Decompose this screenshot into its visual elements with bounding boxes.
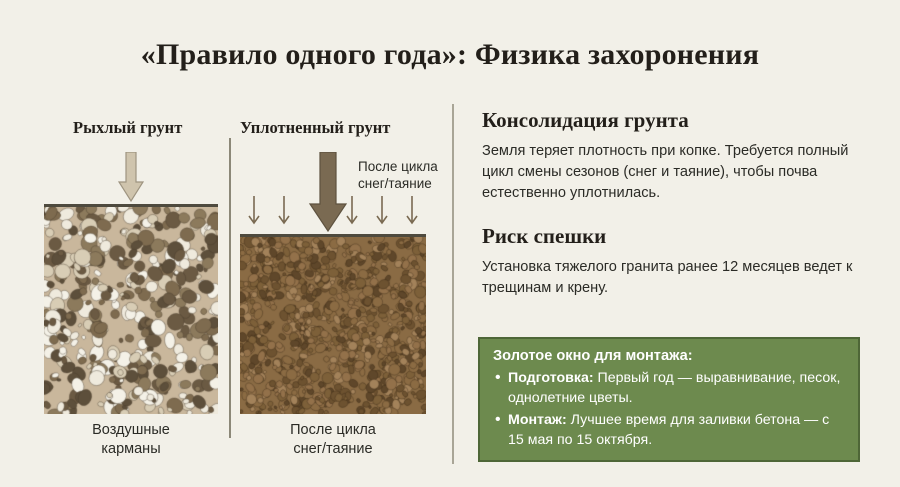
- packed-soil-caption: [240, 421, 426, 459]
- vertical-divider: [452, 104, 454, 464]
- explanation-panel: [482, 108, 864, 319]
- section-heading-risk: Риск спешки: [482, 224, 607, 248]
- pressure-arrows-icon: [240, 192, 426, 234]
- page-title: «Правило одного года»: Физика захоронения: [140, 38, 760, 71]
- list-item-label: Подготовка:: [508, 370, 594, 386]
- loose-soil-caption: [44, 421, 218, 459]
- cycle-label-line1: После цикла: [358, 159, 438, 174]
- section-body-consolidation: Земля теряет плотность при копке. Требуется полный цикл смены сезонов (снег и таяние), чтобы почва естественно уплотнилась.: [482, 143, 849, 201]
- loose-caption-line1: Воздушные: [92, 422, 170, 438]
- cycle-label-line2: снег/таяние: [358, 176, 432, 191]
- list-item-text: Лучшее время для заливки бетона — с 15 мая по 15 октября.: [508, 412, 830, 448]
- packed-soil-texture: [240, 237, 426, 414]
- section-heading-consolidation: Консолидация грунта: [482, 108, 689, 132]
- packed-soil-heading: Уплотненный грунт: [240, 118, 391, 137]
- list-item: [493, 369, 846, 408]
- list-item: [493, 411, 846, 450]
- loose-soil-heading: Рыхлый грунт: [73, 118, 183, 137]
- list-item-label: Монтаж:: [508, 412, 567, 428]
- packed-caption-line2: снег/таяние: [293, 441, 373, 457]
- golden-window-box: [478, 337, 860, 462]
- list-item-text: Первый год — выравнивание, песок, однолетние цветы.: [508, 370, 841, 406]
- loose-soil-arrow-icon: [118, 152, 144, 202]
- golden-window-title: Золотое окно для монтажа:: [493, 348, 693, 364]
- golden-window-list: [493, 369, 846, 450]
- loose-soil-texture: [44, 207, 218, 414]
- packed-caption-line1: После цикла: [290, 422, 376, 438]
- section-body-risk: Установка тяжелого гранита ранее 12 месяцев ведет к трещинам и крену.: [482, 259, 853, 296]
- cycle-label: [358, 158, 438, 192]
- soil-diagram: [40, 106, 440, 466]
- column-divider: [229, 138, 231, 438]
- loose-caption-line2: карманы: [101, 441, 161, 457]
